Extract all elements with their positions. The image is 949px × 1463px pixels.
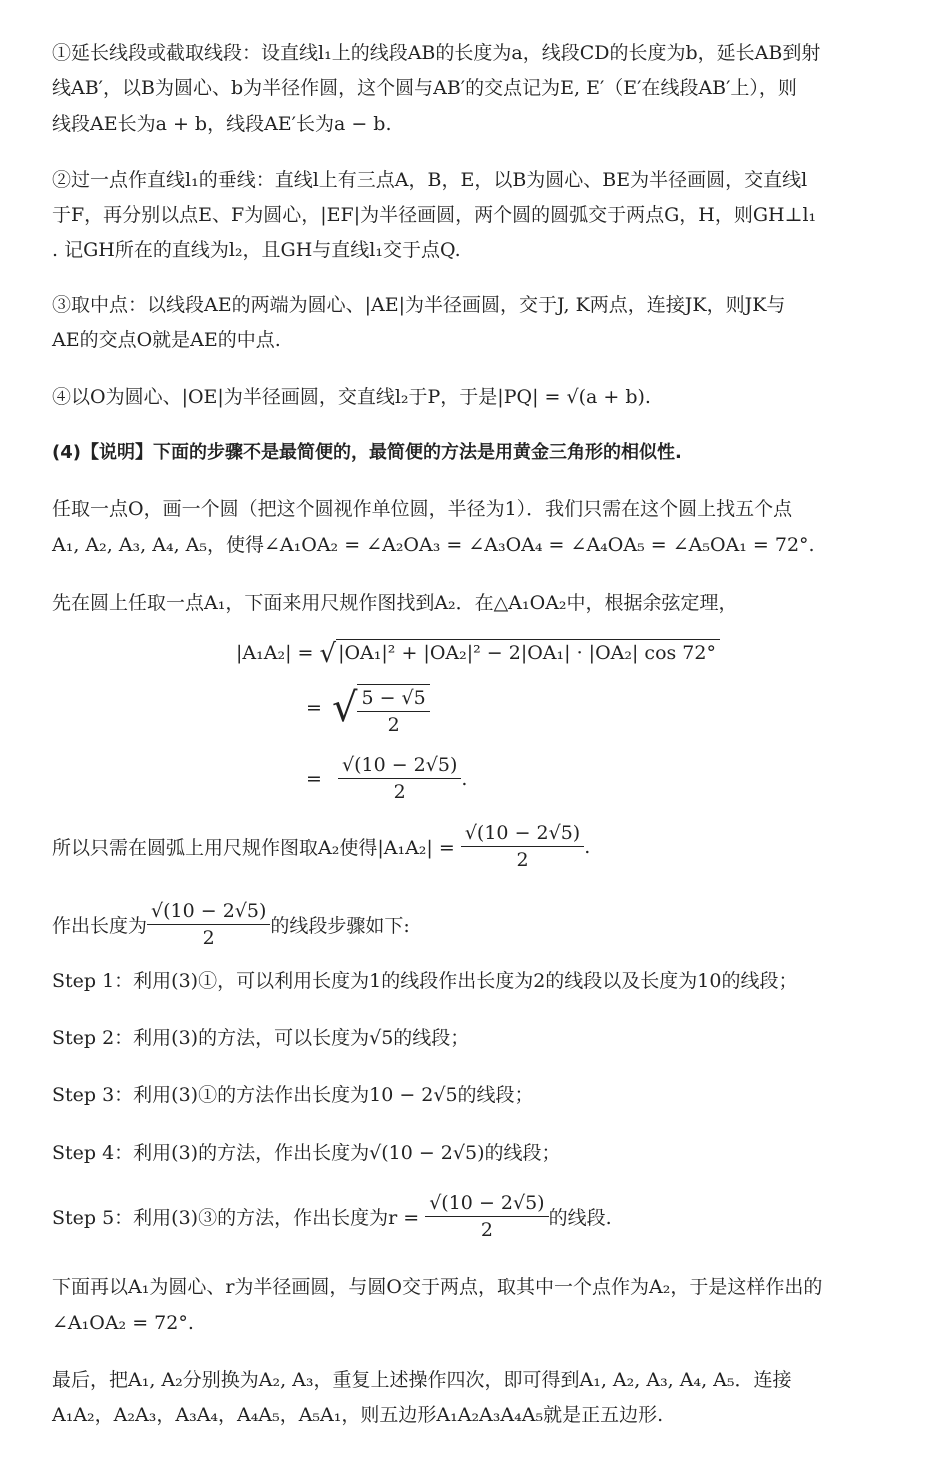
equation-radicand-1: |OA₁|² + |OA₂|² − 2|OA₁| · |OA₂| cos 72° bbox=[336, 639, 720, 664]
paragraph-5-line-1: 任取一点O，画一个圆（把这个圆视作单位圆，半径为1）．我们只需在这个圆上找五个点 bbox=[52, 498, 793, 520]
paragraph-6: 先在圆上任取一点A₁，下面来用尺规作图找到A₂．在△A₁OA₂中，根据余弦定理， bbox=[52, 592, 738, 614]
equation-equals-2: = bbox=[306, 697, 322, 719]
note-heading: (4)【说明】下面的步骤不是最简便的，最简便的方法是用黄金三角形的相似性. bbox=[52, 442, 682, 463]
paragraph-8 bbox=[52, 898, 410, 951]
paragraph-9-line-1: 下面再以A₁为圆心、r为半径画圆，与圆O交于两点，取其中一个点作为A₂，于是这样作出的 bbox=[52, 1276, 823, 1298]
step-5-text: Step 5：利用(3)③的方法，作出长度为r = bbox=[52, 1207, 420, 1229]
fraction-2 bbox=[357, 684, 429, 738]
paragraph-4: ④以O为圆心、|OE|为半径画圆，交直线l₂于P，于是|PQ| = √(a + b). bbox=[52, 386, 651, 408]
equation-period: . bbox=[461, 767, 468, 790]
step-5-numerator: √(10 − 2√5) bbox=[425, 1190, 548, 1217]
paragraph-8-tail: 的线段步骤如下: bbox=[270, 915, 410, 937]
fraction-3-denominator: 2 bbox=[393, 781, 406, 803]
equation-line-3 bbox=[306, 752, 467, 805]
paragraph-1-line-2: 线AB′，以B为圆心、b为半径作圆，这个圆与AB′的交点记为E, E′（E′在线段AB′上），则 bbox=[52, 77, 797, 99]
fraction-3 bbox=[338, 752, 461, 805]
paragraph-2-line-2: 于F，再分别以点E、F为圆心，|EF|为半径画圆，两个圆的圆弧交于两点G，H，则GH⊥l₁ bbox=[52, 204, 817, 226]
paragraph-2-line-3: . 记GH所在的直线为l₂，且GH与直线l₁交于点Q. bbox=[52, 239, 461, 261]
paragraph-10-line-1: 最后，把A₁, A₂分别换为A₂, A₃，重复上述操作四次，即可得到A₁, A₂, A₃, A₄, A₅．连接 bbox=[52, 1369, 792, 1391]
fraction-2-numerator: 5 − √5 bbox=[357, 685, 429, 712]
paragraph-7 bbox=[52, 820, 590, 873]
step-3: Step 3：利用(3)①的方法作出长度为10 − 2√5的线段； bbox=[52, 1084, 534, 1106]
equation-equals-3: = bbox=[306, 767, 322, 790]
paragraph-1-line-3: 线段AE长为a + b，线段AE′长为a − b. bbox=[52, 113, 392, 135]
paragraph-7-numerator: √(10 − 2√5) bbox=[461, 820, 584, 847]
paragraph-2-line-1: ②过一点作直线l₁的垂线：直线l上有三点A，B，E，以B为圆心、BE为半径画圆，交直线l bbox=[52, 169, 808, 191]
fraction-2-denominator: 2 bbox=[387, 714, 400, 736]
paragraph-7-period: . bbox=[584, 835, 591, 858]
paragraph-1-line-1: ①延长线段或截取线段：设直线l₁上的线段AB的长度为a，线段CD的长度为b，延长AB到射 bbox=[52, 42, 821, 64]
paragraph-3-line-2: AE的交点O就是AE的中点. bbox=[52, 329, 281, 351]
equation-line-1 bbox=[236, 638, 720, 669]
step-2: Step 2：利用(3)的方法，可以长度为√5的线段； bbox=[52, 1027, 470, 1049]
paragraph-8-numerator: √(10 − 2√5) bbox=[147, 898, 270, 925]
equation-lhs: |A₁A₂| = bbox=[236, 642, 314, 664]
paragraph-8-fraction bbox=[147, 898, 270, 951]
sqrt-sign-1: √ bbox=[319, 639, 337, 669]
paragraph-10-line-2: A₁A₂，A₂A₃，A₃A₄，A₄A₅，A₅A₁，则五边形A₁A₂A₃A₄A₅就是正五边形. bbox=[52, 1404, 664, 1426]
step-4: Step 4：利用(3)的方法，作出长度为√(10 − 2√5)的线段； bbox=[52, 1142, 561, 1164]
step-5-denominator: 2 bbox=[480, 1219, 493, 1241]
paragraph-8-text: 作出长度为 bbox=[52, 915, 148, 937]
step-5 bbox=[52, 1190, 612, 1243]
step-5-fraction bbox=[425, 1190, 548, 1243]
paragraph-7-denominator: 2 bbox=[516, 849, 529, 871]
step-5-tail: 的线段. bbox=[548, 1207, 612, 1229]
equation-line-2 bbox=[306, 678, 430, 738]
paragraph-7-text: 所以只需在圆弧上用尺规作图取A₂使得|A₁A₂| = bbox=[52, 837, 455, 859]
step-1: Step 1：利用(3)①，可以利用长度为1的线段作出长度为2的线段以及长度为10的线段； bbox=[52, 970, 798, 992]
paragraph-3-line-1: ③取中点：以线段AE的两端为圆心、|AE|为半径画圆，交于J, K两点，连接JK，则JK与 bbox=[52, 294, 786, 316]
paragraph-7-fraction bbox=[461, 820, 584, 873]
paragraph-5-line-2: A₁, A₂, A₃, A₄, A₅，使得∠A₁OA₂ = ∠A₂OA₃ = ∠A₃OA₄ = ∠A₄OA₅ = ∠A₅OA₁ = 72°. bbox=[52, 534, 815, 556]
paragraph-9-line-2: ∠A₁OA₂ = 72°. bbox=[52, 1312, 194, 1334]
paragraph-8-denominator: 2 bbox=[202, 927, 215, 949]
fraction-3-numerator: √(10 − 2√5) bbox=[338, 752, 461, 779]
sqrt-sign-2: √ bbox=[331, 685, 358, 731]
